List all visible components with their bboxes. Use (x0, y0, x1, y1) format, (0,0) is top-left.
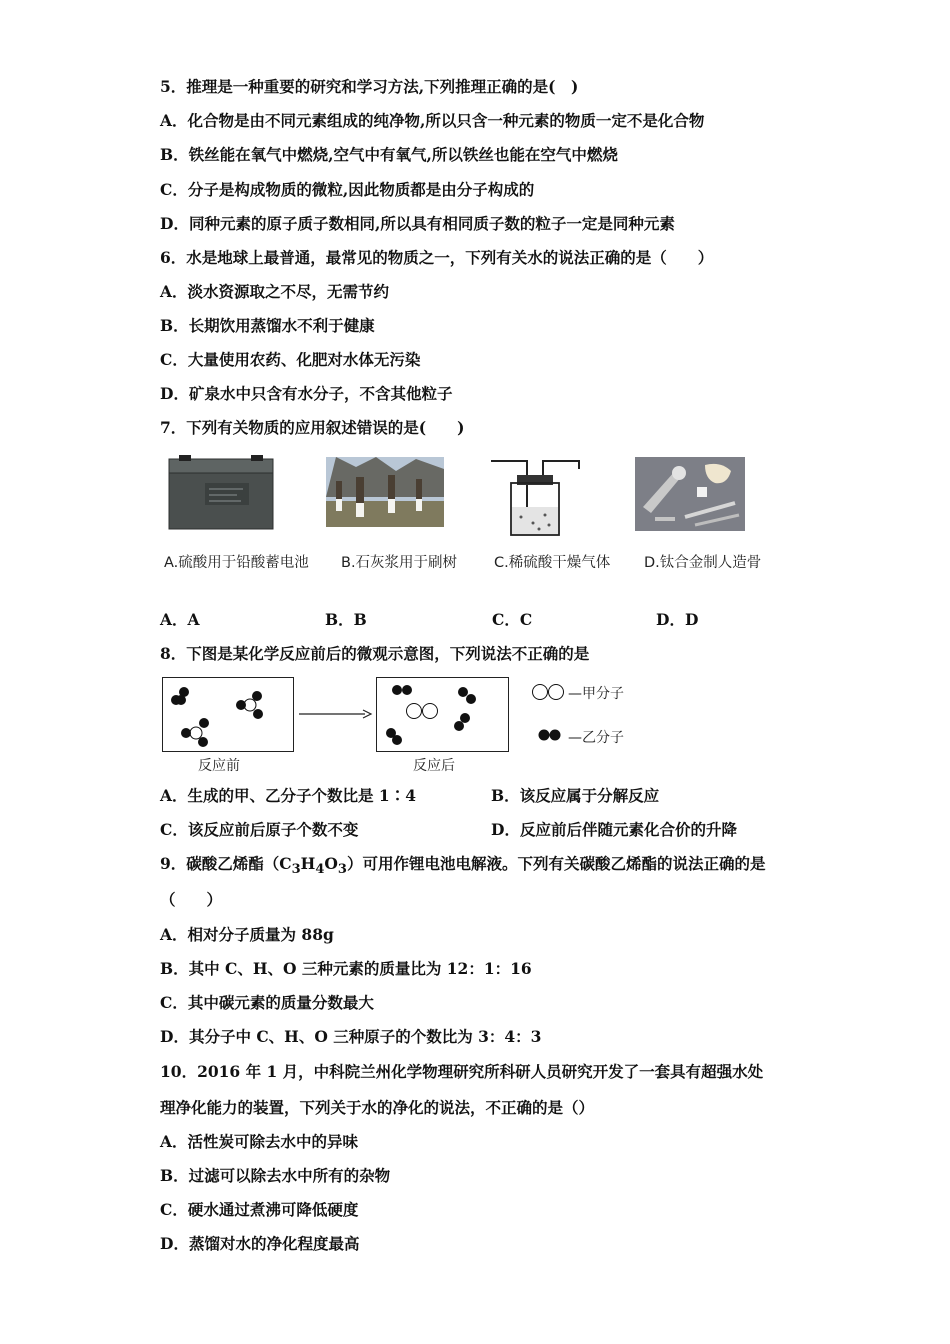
after-reaction-box (376, 677, 509, 752)
q10-stem-line2: 理净化能力的装置，下列关于水的净化的说法，不正确的是（） (160, 1098, 595, 1117)
q7-caption-b: B.石灰浆用于刷树 (341, 555, 458, 571)
reaction-arrow (297, 705, 373, 717)
q6-option-c: C．大量使用农药、化肥对水体无污染 (160, 350, 421, 369)
q5-option-a: A．化合物是由不同元素组成的纯净物,所以只含一种元素的物质一定不是化合物 (160, 111, 705, 130)
q7-option-b: B．B (325, 610, 367, 629)
q7-caption-a: A.硫酸用于铅酸蓄电池 (164, 555, 309, 571)
q7-option-c: C．C (492, 610, 533, 629)
q8-option-b: B．该反应属于分解反应 (491, 786, 660, 805)
legend-jia-label: —甲分子 (568, 686, 624, 702)
q5-stem: 5．推理是一种重要的研究和学习方法,下列推理正确的是( ) (160, 77, 579, 96)
q9-option-b: B．其中 C、H、O 三种元素的质量比为 12：1：16 (160, 959, 532, 978)
q9-answer-paren: （ ） (160, 890, 223, 909)
q6-option-b: B．长期饮用蒸馏水不利于健康 (160, 316, 375, 335)
titanium-bone-image (635, 457, 745, 531)
gas-drying-bottle-image (487, 455, 583, 537)
q9-stem: 9．碳酸乙烯酯$(C_3H_4O_3)$可用作锂电池电解液。下列有关碳酸乙烯酯的说法正确的是 (160, 854, 766, 878)
q8-option-c: C．该反应前后原子个数不变 (160, 820, 359, 839)
q10-option-d: D．蒸馏对水的净化程度最高 (160, 1234, 360, 1253)
q5-option-b: B．铁丝能在氧气中燃烧,空气中有氧气,所以铁丝也能在空气中燃烧 (160, 145, 618, 164)
q10-option-c: C．硬水通过煮沸可降低硬度 (160, 1200, 359, 1219)
jia-molecule-legend-icon (529, 682, 569, 702)
q9-option-c: C．其中碳元素的质量分数最大 (160, 993, 374, 1012)
after-label: 反应后 (413, 758, 455, 774)
before-reaction-box (162, 677, 294, 752)
q6-stem: 6．水是地球上最普通，最常见的物质之一，下列有关水的说法正确的是（ ） (160, 248, 714, 267)
q7-option-d: D．D (656, 610, 699, 629)
q7-caption-d: D.钛合金制人造骨 (644, 555, 762, 571)
before-label: 反应前 (198, 758, 240, 774)
q7-caption-c: C.稀硫酸干燥气体 (494, 555, 611, 571)
q6-option-a: A．淡水资源取之不尽，无需节约 (160, 282, 390, 301)
q10-option-b: B．过滤可以除去水中所有的杂物 (160, 1166, 391, 1185)
whitewashed-trees-image (326, 457, 444, 527)
q5-option-c: C．分子是构成物质的微粒,因此物质都是由分子构成的 (160, 180, 535, 199)
q8-option-a: A．生成的甲、乙分子个数比是 1∶4 (160, 786, 416, 805)
q7-stem: 7．下列有关物质的应用叙述错误的是( ) (160, 418, 465, 437)
q10-stem-line1: 10．2016 年 1 月，中科院兰州化学物理研究所科研人员研究开发了一套具有超强水处 (160, 1062, 764, 1081)
yi-molecule-legend-icon (536, 727, 566, 743)
q5-option-d: D．同种元素的原子质子数相同,所以具有相同质子数的粒子一定是同种元素 (160, 214, 675, 233)
legend-yi-label: —乙分子 (568, 730, 624, 746)
q8-stem: 8．下图是某化学反应前后的微观示意图，下列说法不正确的是 (160, 644, 590, 663)
q8-option-d: D．反应前后伴随元素化合价的升降 (491, 820, 737, 839)
q9-option-d: D．其分子中 C、H、O 三种原子的个数比为 3：4：3 (160, 1027, 542, 1046)
q6-option-d: D．矿泉水中只含有水分子，不含其他粒子 (160, 384, 453, 403)
battery-image (165, 455, 277, 533)
q9-option-a: A．相对分子质量为 88g (160, 925, 334, 944)
q7-option-a: A．A (160, 610, 200, 629)
q10-option-a: A．活性炭可除去水中的异味 (160, 1132, 359, 1151)
